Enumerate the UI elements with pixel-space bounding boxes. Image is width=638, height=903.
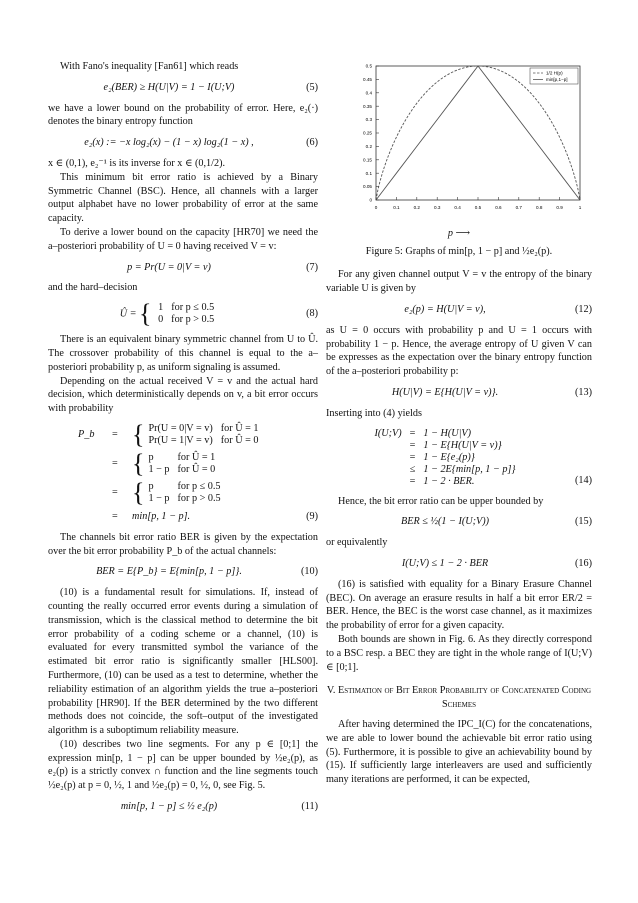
equation-number: (15) (575, 516, 592, 528)
x-tick-label: 0.4 (454, 205, 461, 210)
equation-body: e₂(x) := −x log₂(x) − (1 − x) log₂(1 − x) , (84, 137, 254, 149)
y-tick-label: 0.5 (365, 63, 372, 69)
paragraph: To derive a lower bound on the capacity [HR70] we need the a–posteriori probability of U = 0 having received V = v: (48, 226, 318, 252)
equation-10 (48, 565, 318, 579)
paragraph: we have a lower bound on the probability of error. Here, e₂(·) denotes the binary entropy function (48, 102, 318, 128)
x-axis-label: p ⟶ (447, 227, 471, 239)
figure-5 (326, 60, 592, 258)
equation-lhs: P_b (78, 429, 95, 441)
equation-6 (48, 136, 318, 150)
equation-7 (48, 261, 318, 275)
equation-number: (5) (306, 81, 318, 93)
equation-number: (8) (306, 308, 318, 320)
equation-15 (326, 515, 592, 529)
paragraph: The channels bit error ratio BER is given by the expectation over the bit error probability P_b of the actual channels: (48, 531, 318, 557)
y-tick-label: 0.3 (365, 117, 372, 123)
x-tick-label: 0.9 (556, 205, 563, 210)
equation-number: (6) (306, 137, 318, 149)
equation-number: (16) (575, 557, 592, 569)
equation-16 (326, 557, 592, 571)
paragraph: (16) is satisfied with equality for a Binary Erasure Channel (BEC). On average an erasure results in half a bit error ER/2 = BER. Hence, the BEC is the worst case channel, as it maximizes the probability of error for a given capacity. (326, 578, 592, 632)
equation-body: BER ≤ ½(1 − I(U;V)) (401, 516, 489, 528)
figure-caption: Figure 5: Graphs of min[p, 1 − p] and ½e₂(p). (365, 245, 553, 257)
equation-9: P_b = { Pr(U = 0|V = v) for Û = 1 Pr(U = 1|V = v) for Û = 0 = { p for Û = 1 1 − p for Û = 0 = { p for p ≤ 0.5 1 − p for p > 0.5 = min[p, 1 − p]. (9) (78, 419, 318, 522)
legend-label: 1/2 H(p) (546, 70, 563, 76)
y-tick-label: 0.4 (365, 90, 372, 96)
paragraph: With Fano's inequality [Fan61] which reads (60, 61, 239, 72)
paragraph: Inserting into (4) yields (326, 407, 422, 419)
right-column (326, 60, 592, 787)
equation-body: min[p, 1 − p] ≤ ½ e₂(p) (120, 801, 218, 813)
paragraph: Depending on the actual received V = v and the actual hard decision, which deterministically depends on v, a bit error occurs with probability (48, 375, 318, 415)
equation-number: (12) (575, 303, 592, 315)
y-tick-label: 0.35 (363, 103, 372, 109)
paragraph: There is an equivalent binary symmetric channel from U to Û. The crossover probability of this channel is equal to the a–posteriori probability p, as uniform signaling is assumed. (48, 334, 318, 373)
equation-number: (11) (301, 801, 318, 813)
equation-11 (48, 800, 318, 814)
y-tick-label: 0.15 (363, 157, 372, 163)
x-tick-label: 0 (374, 205, 378, 210)
equation-lhs: Û = (119, 308, 137, 320)
figure-5-chart (326, 60, 592, 220)
paragraph: (10) describes two line segments. For any p ∈ [0;1] the expression min[p, 1 − p] can be upper bounded by ½e₂(p), as e₂(p) is a strictly convex ∩ function and the line segments touch ½e₂(p) at p = 0, ½, 1 and ½e₂(p) = 0, ½, 0, see Fig. 5. (48, 738, 318, 792)
legend-label: min[p,1−p] (546, 77, 568, 82)
y-tick-label: 0.2 (365, 144, 372, 149)
paragraph: This minimum bit error ratio is achieved by a Binary Symmetric Channel (BSC). Hence, all channels with a larger output alphabet have no lower probability of error at the same capacity. (48, 171, 318, 225)
paragraph: x ∈ (0,1), e₂⁻¹ is its inverse for x ∈ (0,1/2). (48, 157, 226, 169)
section-heading: V. Estimation of Bit Error Probability of Concatenated Coding Schemes (326, 685, 592, 711)
y-tick-label: 0.05 (363, 184, 372, 190)
left-column (48, 60, 318, 821)
paragraph: After having determined the IPC_I(C) for the concatenations, we are able to lower bound the achievable bit error ratio using (5). Furthermore, it is possible to give an achievability bound by (15). If sufficiently large interleavers are used and sufficiently many iterations are performed, it can be expected, (326, 718, 592, 786)
paragraph: as U = 0 occurs with probability p and U = 1 occurs with probability 1 − p. Hence, the average entropy of U given V can be expresses as the expectation over the binary entropy function of the a–posteriori probability p: (326, 324, 592, 378)
equation-body: p = Pr(U = 0|V = v) (127, 261, 211, 273)
cases-table: 1 for p ≤ 0.5 0 for p > 0.5 (158, 302, 215, 326)
paragraph: Hence, the bit error ratio can be upper bounded by (338, 495, 544, 507)
x-tick-label: 0.1 (393, 205, 400, 210)
equation-number: (9) (306, 510, 318, 522)
equation-number: (7) (306, 261, 318, 273)
y-tick-label: 0.25 (363, 130, 372, 136)
equation-body: e₂(p) = H(U|V = v), (404, 303, 486, 315)
plot-frame (376, 66, 580, 200)
paragraph: Both bounds are shown in Fig. 6. As they directly correspond to a BSC resp. a BEC they are tight in the whole range of I(U;V) ∈ [0;1]. (326, 633, 592, 673)
paragraph: For any given channel output V = v the entropy of the binary variable U is given by (326, 269, 592, 295)
equation-12 (326, 303, 592, 317)
x-tick-label: 0.8 (536, 205, 543, 210)
y-tick-label: 0.1 (365, 170, 372, 176)
equation-body: H(U|V) = E{H(U|V = v)}. (391, 386, 499, 398)
equation-13 (326, 386, 592, 400)
series-line-min (376, 66, 580, 200)
equation-body: BER = E{P_b} = E{min[p, 1 − p]}. (96, 566, 242, 578)
equation-number: (14) (575, 474, 592, 486)
equation-number: (10) (301, 566, 318, 578)
x-tick-label: 0.6 (495, 205, 502, 210)
equation-number: (13) (575, 386, 592, 398)
x-tick-label: 0.3 (434, 205, 441, 210)
equation-14: I(U;V) = 1 − H(U|V) = 1 − E{H(U|V = v)} = 1 − E{e₂(p)} ≤ 1 − 2E{min[p, 1 − p]} = 1 − 2 · BER. (14) (374, 427, 592, 487)
series-line-half-entropy (376, 66, 580, 200)
paragraph: or equivalently (326, 537, 388, 549)
y-tick-label: 0.45 (363, 77, 372, 82)
x-tick-label: 1 (578, 205, 582, 210)
y-tick-label: 0 (369, 197, 372, 203)
paragraph: and the hard–decision (48, 282, 138, 294)
equation-8: Û = { 1 for p ≤ 0.5 0 for p > 0.5 (8) (119, 299, 318, 329)
equation-body: I(U;V) ≤ 1 − 2 · BER (401, 557, 489, 569)
paragraph: (10) is a fundamental result for simulations. If, instead of counting the really occurred error events during a simulation of transmission, which is the classical method to determine the bit error probability of a coding scheme or a channel, (10) is evaluated for every transmitted symbol the variance of the estimated bit error ratio is significantly smaller [HLS00]. Furthermore, (10) can be used as a test to determine, whether the reliability estimation of an algorithm yields the true a–posteriori probability [HR90]. If the BER determined by the two different methods does not coincide, the soft–output of the investigated algorithm is a suboptimum reliability measure. (48, 587, 318, 737)
x-tick-label: 0.2 (413, 205, 420, 210)
equation-body: e₂(BER) ≥ H(U|V) = 1 − I(U;V) (103, 81, 235, 93)
x-tick-label: 0.7 (515, 205, 522, 210)
x-tick-label: 0.5 (474, 205, 482, 210)
equation-5 (48, 81, 318, 95)
